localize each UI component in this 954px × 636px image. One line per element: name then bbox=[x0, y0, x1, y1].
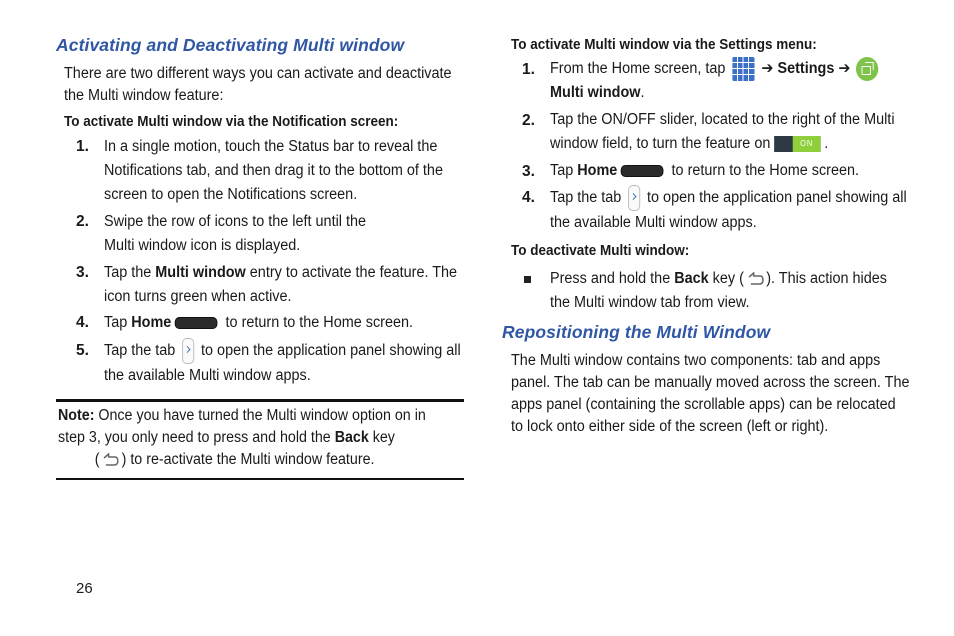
step-text: Tap the tab to open the application panel showing all the available Multi window apps. bbox=[104, 338, 462, 388]
section-heading-activating: Activating and Deactivating Multi window bbox=[56, 35, 405, 55]
back-key-icon bbox=[101, 453, 119, 467]
note-bottom-rule bbox=[56, 478, 464, 480]
note-box: Note: Once you have turned the Multi window option on in step 3, you only need to press and hold the Back key ( ) to re-activate the Multi window feature. bbox=[58, 407, 426, 468]
step-text: Tap Home to return to the Home screen. bbox=[550, 162, 860, 179]
step-text: Tap the Multi window entry to activate the feature. The icon turns green when active. bbox=[104, 264, 458, 305]
note-label: Note: bbox=[58, 407, 95, 424]
step-text: Tap the ON/OFF slider, located to the right of the Multi window field, to turn the feature on ON . bbox=[550, 111, 895, 152]
home-button-icon bbox=[621, 165, 664, 177]
step-number: 4. bbox=[522, 189, 535, 206]
step-text: Tap Home to return to the Home screen. bbox=[104, 314, 414, 331]
multi-window-icon bbox=[856, 57, 878, 81]
tab-handle-icon bbox=[182, 338, 194, 364]
step-number: 3. bbox=[76, 264, 89, 281]
note-top-rule bbox=[56, 399, 464, 402]
step-number: 2. bbox=[76, 213, 89, 230]
section-heading-repositioning: Repositioning the Multi Window bbox=[502, 322, 771, 342]
step-number: 3. bbox=[522, 163, 535, 180]
bullet-text: Press and hold the Back key ( ). This action hides the Multi window tab from view. bbox=[550, 270, 887, 311]
subheading-deactivate: To deactivate Multi window: bbox=[511, 242, 690, 259]
subheading-settings: To activate Multi window via the Settings menu: bbox=[511, 36, 817, 53]
step-text: In a single motion, touch the Status bar to reveal the Notifications tab, and then drag it to the bottom of the screen to open the Notifications screen. bbox=[104, 138, 443, 203]
repositioning-paragraph: The Multi window contains two components: tab and apps panel. The tab can be manually moved across the screen. The apps panel (containing the scrollable apps) can be relocated to lock onto either side of the screen (left or right). bbox=[511, 352, 910, 435]
bullet-marker bbox=[524, 276, 531, 283]
back-key-icon bbox=[746, 272, 765, 286]
step-number: 2. bbox=[522, 112, 535, 129]
on-off-slider-icon: ON bbox=[774, 136, 821, 152]
subheading-notification: To activate Multi window via the Notification screen: bbox=[64, 113, 399, 130]
step-number: 1. bbox=[522, 61, 535, 78]
page-number: 26 bbox=[76, 580, 93, 597]
step-text: Tap the tab to open the application panel showing all the available Multi window apps. bbox=[550, 185, 908, 235]
step-text: Swipe the row of icons to the left until the Multi window icon is displayed. bbox=[104, 213, 367, 254]
step-text: From the Home screen, tap ➔ Settings ➔ Multi window. bbox=[550, 57, 913, 105]
step-number: 4. bbox=[76, 314, 89, 331]
step-number: 1. bbox=[76, 138, 89, 155]
intro-paragraph: There are two different ways you can activate and deactivate the Multi window feature: bbox=[64, 65, 452, 104]
tab-handle-icon bbox=[628, 185, 640, 211]
step-number: 5. bbox=[76, 342, 89, 359]
apps-grid-icon bbox=[732, 57, 754, 81]
home-button-icon bbox=[175, 317, 218, 329]
